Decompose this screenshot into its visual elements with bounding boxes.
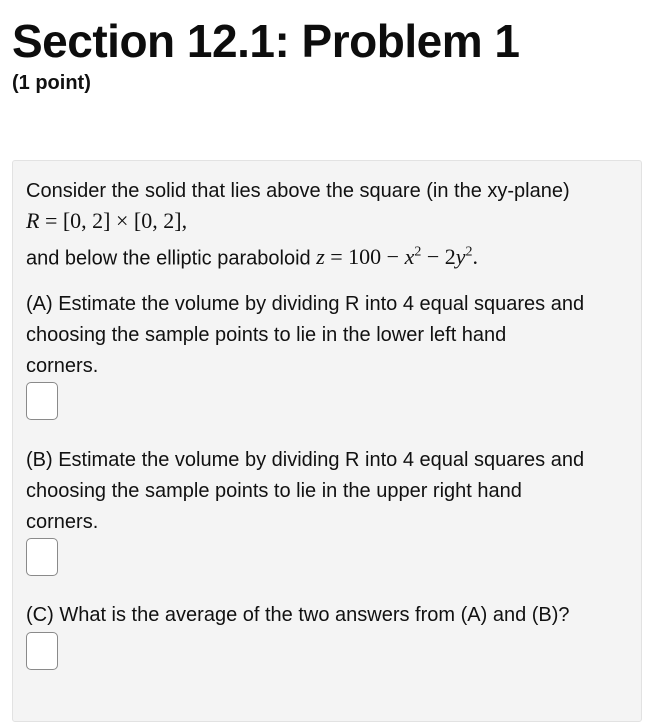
paraboloid-prefix: and below the elliptic paraboloid <box>26 247 317 270</box>
eq-part-2: − 2 <box>421 244 456 270</box>
y-var: y <box>455 244 466 270</box>
answer-a-input[interactable] <box>26 382 58 420</box>
x-var: x <box>404 244 415 270</box>
answer-b-input[interactable] <box>26 538 58 576</box>
part-a-line-3: corners. <box>26 355 99 377</box>
region-equation: = [0, 2] × [0, 2], <box>39 208 188 233</box>
page-title: Section 12.1: Problem 1 <box>12 15 520 67</box>
part-b-line-3: corners. <box>26 511 99 533</box>
x-exponent: 2 <box>414 245 422 260</box>
points-label: (1 point) <box>12 72 91 94</box>
part-b-line-1: (B) Estimate the volume by dividing R into 4 equal squares and <box>26 449 585 471</box>
eq-part-1: = 100 − <box>324 244 405 270</box>
part-a-line-2: choosing the sample points to lie in the lower left hand <box>26 324 507 346</box>
part-b-line-2: choosing the sample points to lie in the upper right hand <box>26 480 522 502</box>
part-c-line-1: (C) What is the average of the two answers from (A) and (B)? <box>26 604 570 626</box>
paraboloid-line <box>26 237 478 274</box>
region-definition <box>26 205 187 238</box>
intro-text: Consider the solid that lies above the square (in the xy-plane) <box>26 180 570 202</box>
z-var: z <box>316 244 325 270</box>
y-exponent: 2 <box>465 245 473 260</box>
eq-period: . <box>472 244 479 270</box>
part-a-line-1: (A) Estimate the volume by dividing R into 4 equal squares and <box>26 293 585 315</box>
region-symbol: R <box>26 208 40 233</box>
answer-c-input[interactable] <box>26 632 58 670</box>
